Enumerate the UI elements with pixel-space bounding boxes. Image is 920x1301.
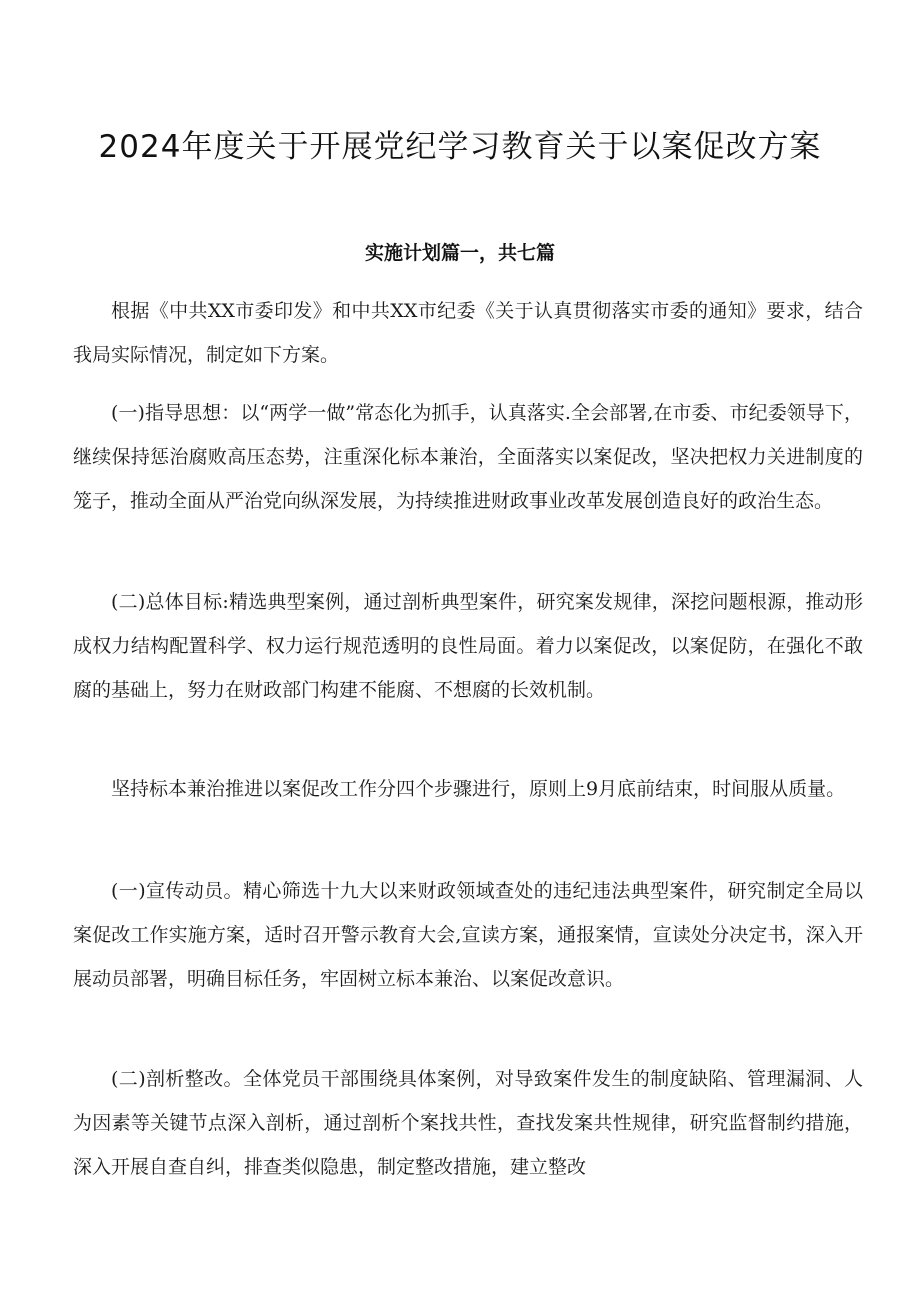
paragraph-overall-goal: (二)总体目标:精选典型案例，通过剖析典型案件，研究案发规律，深挖问题根源，推动形成权力结构配置科学、权力运行规范透明的良性局面。着力以案促改，以案促防，在强化不敢腐的基础上，努力在财政部门构建不能腐、不想腐的长效机制。 <box>73 591 863 701</box>
paragraph-publicity-mobilization: (一)宣传动员。精心筛选十九大以来财政领域查处的违纪违法典型案件，研究制定全局以案促改工作实施方案，适时召开警示教育大会,宣读方案，通报案情，宣读处分决定书，深入开展动员部署，明确目标任务，牢固树立标本兼治、以案促改意识。 <box>73 880 863 990</box>
paragraph-intro: 根据《中共XX市委印发》和中共XX市纪委《关于认真贯彻落实市委的通知》要求，结合我局实际情况，制定如下方案。 <box>73 300 863 366</box>
paragraph-steps-overview: 坚持标本兼治推进以案促改工作分四个步骤进行，原则上9月底前结束，时间服从质量。 <box>111 778 846 800</box>
document-title: 2024年度关于开展党纪学习教育关于以案促改方案 <box>98 129 822 165</box>
paragraph-guiding-ideology: (一)指导思想：以“两学一做”常态化为抓手，认真落实.全会部署,在市委、市纪委领导下，继续保持惩治腐败高压态势，注重深化标本兼治，全面落实以案促改，坚决把权力关进制度的笼子，推动全面从严治党向纵深发展，为持续推进财政事业改革发展创造良好的政治生态。 <box>73 402 863 512</box>
paragraph-analysis-rectification: (二)剖析整改。全体党员干部围绕具体案例，对导致案件发生的制度缺陷、管理漏洞、人为因素等关键节点深入剖析，通过剖析个案找共性，查找发案共性规律，研究监督制约措施，深入开展自查自纠，排查类似隐患，制定整改措施，建立整改 <box>73 1068 863 1178</box>
document-subtitle: 实施计划篇一，共七篇 <box>364 242 555 264</box>
